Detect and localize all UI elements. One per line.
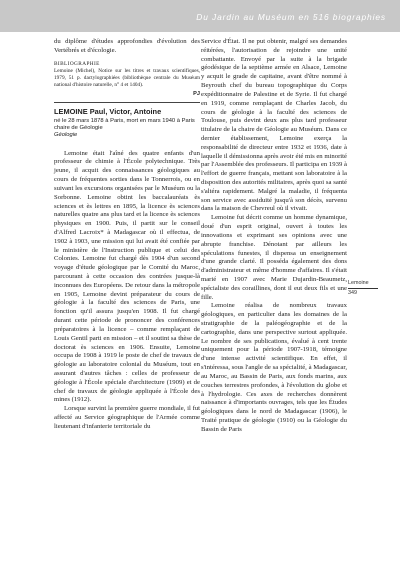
entry-chair: chaire de Géologie xyxy=(54,125,103,132)
page-number: 349 xyxy=(348,290,357,296)
body-paragraph: Service d'État. Il ne put obtenir, malgré ses demandes réitérées, l'autorisation de rejoindre une unité combattante. Envoyé par la suite à la brigade géodésique de la septième armée en Alsace, Lemoine y acquit le grade de capitaine, avant d'être nommé à Beyrouth chef du bureau topographique du Corps expéditionnaire de Palestine et de Syrie. Il fut chargé en 1919, comme remplaçant de Charles Jacob, du cours de géologie à la faculté des sciences de Toulouse, puis devint deux ans plus tard professeur titulaire de la chaire de Géologie au Muséum. Dans ce dernier établissement, Lemoine exerça la responsabilité de directeur entre 1932 et 1936, date à laquelle il démissionna après avoir été mis en minorité par l'Assemblée des professeurs. Il participa en 1939 à l'effort de guerre français, mettant son laboratoire à la disposition des autorités militaires, après quoi sa santé s'altéra rapidement. Malgré la maladie, il fréquenta son service avec assiduité jusqu'à son décès, survenu dans la maison de Chevreul où il vivait. xyxy=(201,38,347,213)
right-column xyxy=(201,38,347,435)
previous-entry-closing-text: du diplôme d'études approfondies d'évolution des Vertébrés et d'écologie. xyxy=(54,38,200,54)
margin-index xyxy=(348,280,378,297)
margin-rule xyxy=(348,288,378,289)
entry-divider xyxy=(54,102,200,103)
entry-dates: né le 28 mars 1878 à Paris, mort en mars 1940 à Paris xyxy=(54,117,195,124)
running-header-band xyxy=(0,0,400,32)
bibliography-label: BIBLIOGRAPHIE xyxy=(54,60,100,67)
body-paragraph: Lemoine fut décrit comme un homme dynamique, doué d'un esprit original, ouvert à toutes les innovations et exprimant ses opinions avec une abrupte franchise. Dénotant par ailleurs les spéculations funestes, il dispensa un enseignement d'une grande clarté. Il posséda également des dons d'administrateur et même d'homme d'affaires. Il s'était marié en 1907 avec Marie Dujardin-Beaumetz, spécialiste des coraillines, dont il eut deux fils et une fille. xyxy=(201,214,347,301)
margin-entry-name: Lemoine xyxy=(348,280,369,286)
body-paragraph: Lemoine réalisa de nombreux travaux géologiques, en particulier dans les domaines de la stratigraphie de la paléogéographie et de la cartographie, dans une perspective surtout appliquée. Le nombre de ses publications, évalué à cent trente uniquement pour la période 1907-1918, témoigne d'une intense activité scientifique. En effet, il s'intéressa, sous l'angle de sa spécialité, à Madagascar, au Maroc, au Bassin de Paris, aux fonds marins, aux couches terrestres profondes, à l'évolution du globe et à l'hydrologie. Ces axes de recherches donnèrent naissance à d'importants ouvrages, tels que les Études géologiques dans le nord de Madagascar (1906), le Traité pratique de géologie (1910) ou la Géologie du Bassin de Paris xyxy=(201,302,347,433)
bibliography-text: Lemoine (Michel), Notice sur les titres et travaux scientifiques, 1979, 51 p. dactylographiées (bibliothèque centrale du Muséum national d'histoire naturelle, n° 4 et 1404). xyxy=(54,68,200,89)
left-column xyxy=(54,38,200,432)
entry-heading: LEMOINE Paul, Victor, Antoine xyxy=(54,106,162,116)
entry-field: Géologie xyxy=(54,132,78,139)
body-paragraph: Lorsque survint la première guerre mondiale, il fut affecté au Service géographique de l'Armée comme lieutenant d'infanterie territoriale du xyxy=(54,405,200,430)
author-initials: PJ xyxy=(193,91,200,98)
body-paragraph: Lemoine était l'aîné des quatre enfants d'un professeur de chimie à l'École polytechnique. Très jeune, il acquit des connaissances géologiques au cours de fréquentes sorties dans le Tonnerrois, ou en suivant les excursions organisées par le Muséum ou la Sorbonne. Lemoine obtint les baccalauréats ès sciences et ès lettres en 1895, la licence ès sciences naturelles quatre ans plus tard et la licence ès sciences physiques en 1900. Puis, il partit sur le conseil d'Alfred Lacroix* à Madagascar où il effectua, de 1902 à 1903, une mission qui lui avait été confiée par le ministère de l'Instruction publique et celui des Colonies. Lemoine fut chargé dès 1904 d'un second voyage d'étude géologique par le Comité du Maroc, parcourant à cette occasion des contrées jusque-là inconnues des Européens. De retour dans la métropole en 1905, Lemoine devint préparateur du cours de géologie à la faculté des sciences de Paris, une fonction qu'il assura jusqu'en 1908. Il fut chargé durant cette période de prononcer des conférences préparatoires à la licence – comme remplaçant de Louis Gentil parti en mission – et il soutint sa thèse de doctorat ès sciences en 1906. Ensuite, Lemoine occupa de 1908 à 1919 le poste de chef de travaux de géologie au laboratoire colonial du Muséum, tout en assurant d'autres tâches : celles de professeur de géologie à l'École spéciale d'architecture (1909) et de chef de travaux de géologie appliquée à l'École des mines (1912). xyxy=(54,149,200,404)
running-header-title: Du Jardin au Muséum en 516 biographies xyxy=(196,12,386,22)
